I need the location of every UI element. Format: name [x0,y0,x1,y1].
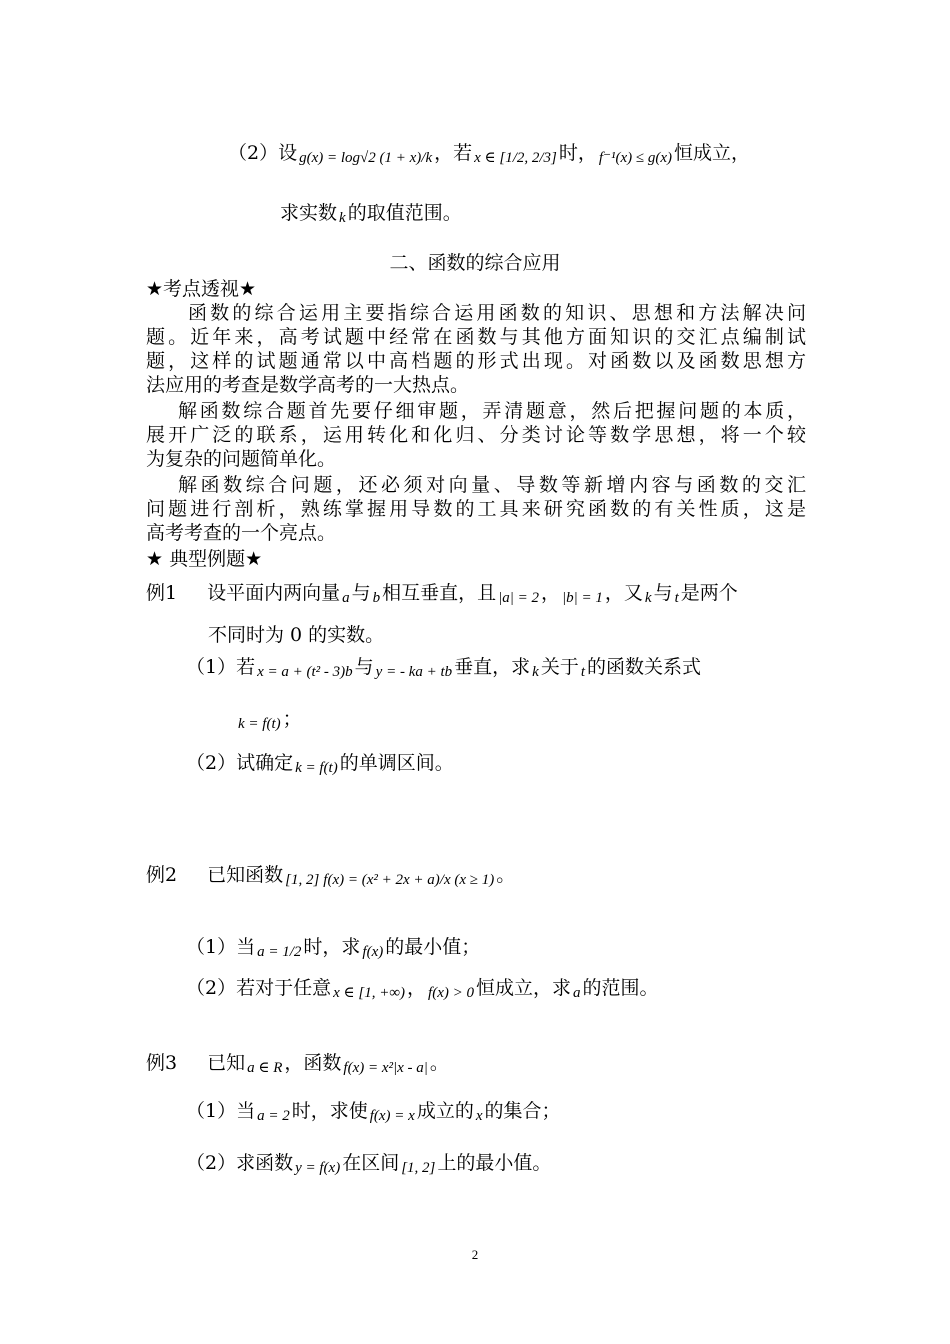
kaodian-p1-l1: 函数的综合运用主要指综合运用函数的知识、思想和方法解决问 [188,302,806,324]
kaodian-p3-l2: 问题进行剖析，熟练掌握用导数的工具来研究函数的有关性质，这是 [146,498,806,520]
math-inequality: f⁻¹(x) ≤ g(x) [598,150,673,166]
ex1-line1: 例1 设平面内两向量 a 与 b 相互垂直，且 |a| = 2 ， |b| = 1 ，又 k 与 t 是两个 [146,582,738,606]
kaodian-p2-l3: 为复杂的问题简单化。 [146,448,337,470]
ex1-part2: （2）试确定 k = f(t) 的单调区间。 [186,752,454,776]
top-problem-line2: 求实数 k 的取值范围。 [280,202,462,226]
top-problem-line1: （2）设 g(x) = log√2 (1 + x)/k ，若 x ∈ [1/2, 2/3] 时， f⁻¹(x) ≤ g(x) 恒成立， [228,142,751,166]
kaodian-p3-l3: 高考考查的一个亮点。 [146,522,337,544]
kaodian-p1-l3: 题，这样的试题通常以中高档题的形式出现。对函数以及函数思想方 [146,350,806,372]
ex3-line1: 例3 已知 a ∈ R ，函数 f(x) = x²|x - a| 。 [146,1052,449,1076]
ex2-line1: 例2 已知函数 [1, 2] f(x) = (x² + 2x + a)/x (x ≥ 1) 。 [146,864,516,888]
math-g-def: g(x) = log√2 (1 + x)/k [299,150,433,166]
ex2-part1: （1）当 a = 1/2 时，求 f(x) 的最小值； [186,936,481,960]
ex3-part1: （1）当 a = 2 时，求使 f(x) = x 成立的 x 的集合； [186,1100,561,1124]
ex2-label: 例2 [146,864,178,886]
ex1-part1: （1）若 x = a + (t² - 3)b 与 y = - ka + tb 垂直，求 k 关于 t 的函数关系式 [186,656,702,680]
kaodian-title: ★考点透视★ [146,278,257,300]
ex1-label: 例1 [146,582,178,604]
ex2-part2: （2）若对于任意 x ∈ [1, +∞) ， f(x) > 0 恒成立，求 a 的范围。 [186,977,659,1001]
ex1-line2: 不同时为 0 的实数。 [208,624,385,646]
ex3-part2: （2）求函数 y = f(x) 在区间 [1, 2] 上的最小值。 [186,1152,552,1176]
kaodian-p1-l2: 题。近年来，高考试题中经常在函数与其他方面知识的交汇点编制试 [146,326,806,348]
kaodian-p2-l1: 解函数综合题首先要仔细审题，弄清题意，然后把握问题的本质， [178,400,806,422]
page-number: 2 [471,1247,479,1262]
kaodian-p2-l2: 展开广泛的联系，运用转化和化归、分类讨论等数学思想，将一个较 [146,424,806,446]
kaodian-p1-l4: 法应用的考查是数学高考的一大热点。 [146,374,470,396]
kaodian-p3-l1: 解函数综合问题，还必须对向量、导数等新增内容与函数的交汇 [178,474,806,496]
dianxing-title: ★ 典型例题★ [146,548,263,570]
math-x-range: x ∈ [1/2, 2/3] [474,150,557,166]
section-title: 二、函数的综合应用 [389,252,561,274]
ex1-part1-cont: k = f(t) ； [238,708,302,732]
ex3-label: 例3 [146,1052,178,1074]
